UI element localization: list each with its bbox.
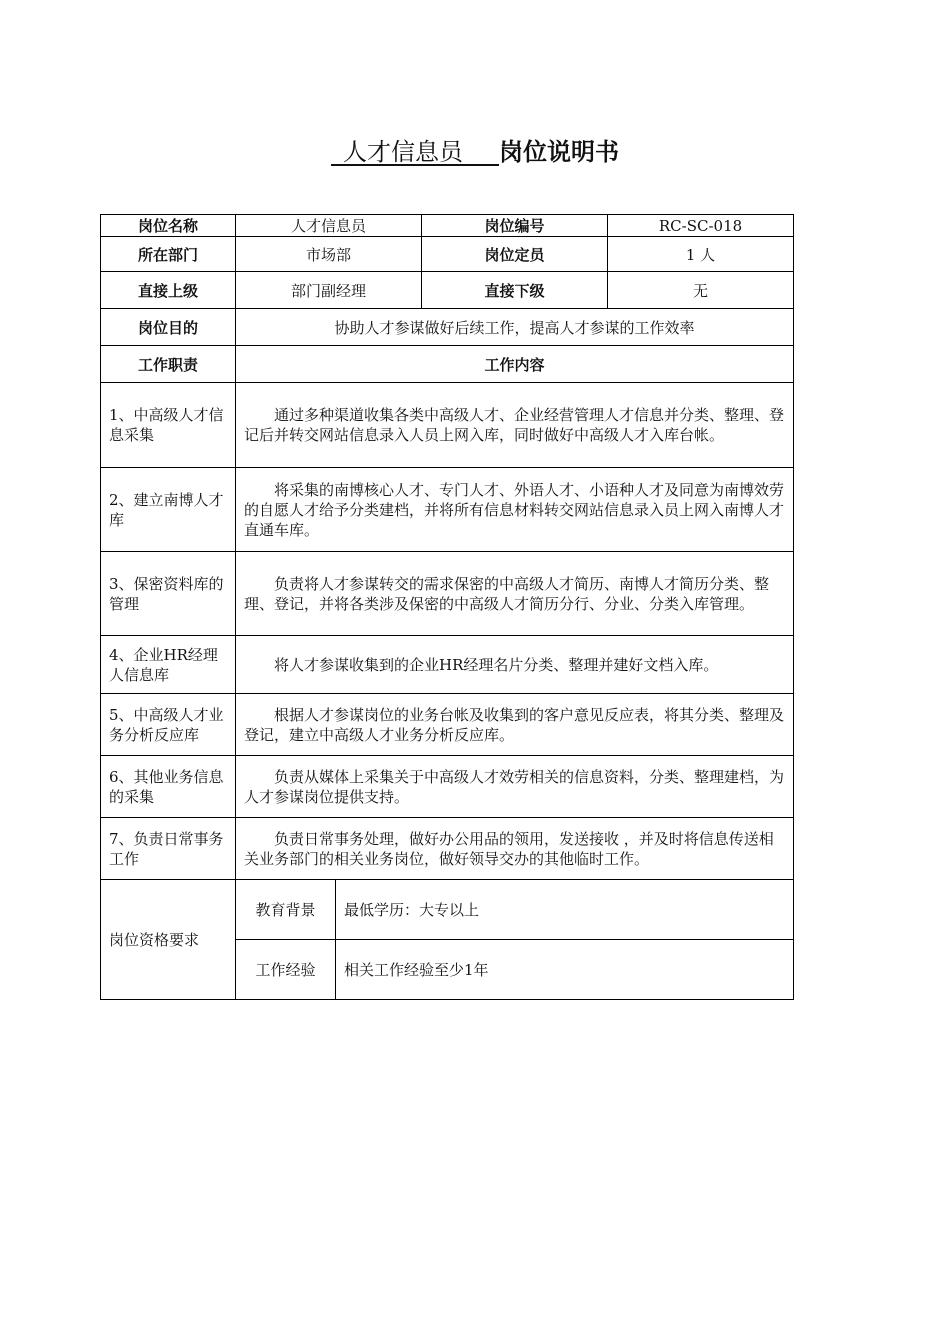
subordinate-value: 无	[608, 272, 794, 309]
qualification-row	[101, 880, 794, 940]
header-row-2	[101, 237, 794, 272]
position-name-underlined: _人才信息员___	[331, 138, 499, 166]
duty-row	[101, 694, 794, 756]
duty-row	[101, 383, 794, 468]
qualification-value: 相关工作经验至少1年	[336, 940, 794, 1000]
qualification-value: 最低学历：大专以上	[336, 880, 794, 940]
header-row-3	[101, 272, 794, 309]
position-code-value: RC-SC-018	[608, 215, 794, 237]
duty-content: 将采集的南博核心人才、专门人才、外语人才、小语种人才及同意为南博效劳的自愿人才给予分类建档，并将所有信息材料转交网站信息录入员上网入南博人才直通车库。	[236, 468, 794, 552]
duties-header-row	[101, 346, 794, 383]
purpose-row	[101, 309, 794, 346]
duty-name: 3、保密资料库的管理	[101, 552, 236, 636]
document-title: 岗位说明书	[499, 137, 619, 166]
superior-label: 直接上级	[101, 272, 236, 309]
duty-name: 5、中高级人才业务分析反应库	[101, 694, 236, 756]
superior-value: 部门副经理	[236, 272, 422, 309]
department-value: 市场部	[236, 237, 422, 272]
duty-name: 7、负责日常事务工作	[101, 818, 236, 880]
duty-name: 2、建立南博人才库	[101, 468, 236, 552]
duty-row	[101, 756, 794, 818]
header-row-1	[101, 215, 794, 237]
duty-row	[101, 552, 794, 636]
duty-content: 通过多种渠道收集各类中高级人才、企业经营管理人才信息并分类、整理、登记后并转交网站信息录入人员上网入库，同时做好中高级人才入库台帐。	[236, 383, 794, 468]
duty-name: 4、企业HR经理人信息库	[101, 636, 236, 694]
duty-content: 负责日常事务处理，做好办公用品的领用，发送接收 ，并及时将信息传送相关业务部门的相关业务岗位，做好领导交办的其他临时工作。	[236, 818, 794, 880]
duty-content: 将人才参谋收集到的企业HR经理名片分类、整理并建好文档入库。	[236, 636, 794, 694]
purpose-label: 岗位目的	[101, 309, 236, 346]
duties-header-label: 工作职责	[101, 346, 236, 383]
position-name-label: 岗位名称	[101, 215, 236, 237]
qualification-label: 岗位资格要求	[101, 880, 236, 1000]
qualification-key: 工作经验	[236, 940, 336, 1000]
duty-content: 负责将人才参谋转交的需求保密的中高级人才简历、南博人才简历分类、整理、登记，并将各类涉及保密的中高级人才简历分行、分业、分类入库管理。	[236, 552, 794, 636]
duty-row	[101, 636, 794, 694]
duties-content-header: 工作内容	[236, 346, 794, 383]
qualification-key: 教育背景	[236, 880, 336, 940]
page-title	[0, 136, 950, 168]
duty-name: 6、其他业务信息的采集	[101, 756, 236, 818]
position-name-value: 人才信息员	[236, 215, 422, 237]
duty-row	[101, 818, 794, 880]
department-label: 所在部门	[101, 237, 236, 272]
duty-content: 负责从媒体上采集关于中高级人才效劳相关的信息资料，分类、整理建档，为人才参谋岗位提供支持。	[236, 756, 794, 818]
duty-content: 根据人才参谋岗位的业务台帐及收集到的客户意见反应表，将其分类、整理及登记，建立中高级人才业务分析反应库。	[236, 694, 794, 756]
duty-row	[101, 468, 794, 552]
purpose-value: 协助人才参谋做好后续工作，提高人才参谋的工作效率	[236, 309, 794, 346]
duty-name: 1、中高级人才信息采集	[101, 383, 236, 468]
position-code-label: 岗位编号	[422, 215, 608, 237]
job-description-table	[100, 214, 794, 1000]
subordinate-label: 直接下级	[422, 272, 608, 309]
headcount-value: 1 人	[608, 237, 794, 272]
headcount-label: 岗位定员	[422, 237, 608, 272]
